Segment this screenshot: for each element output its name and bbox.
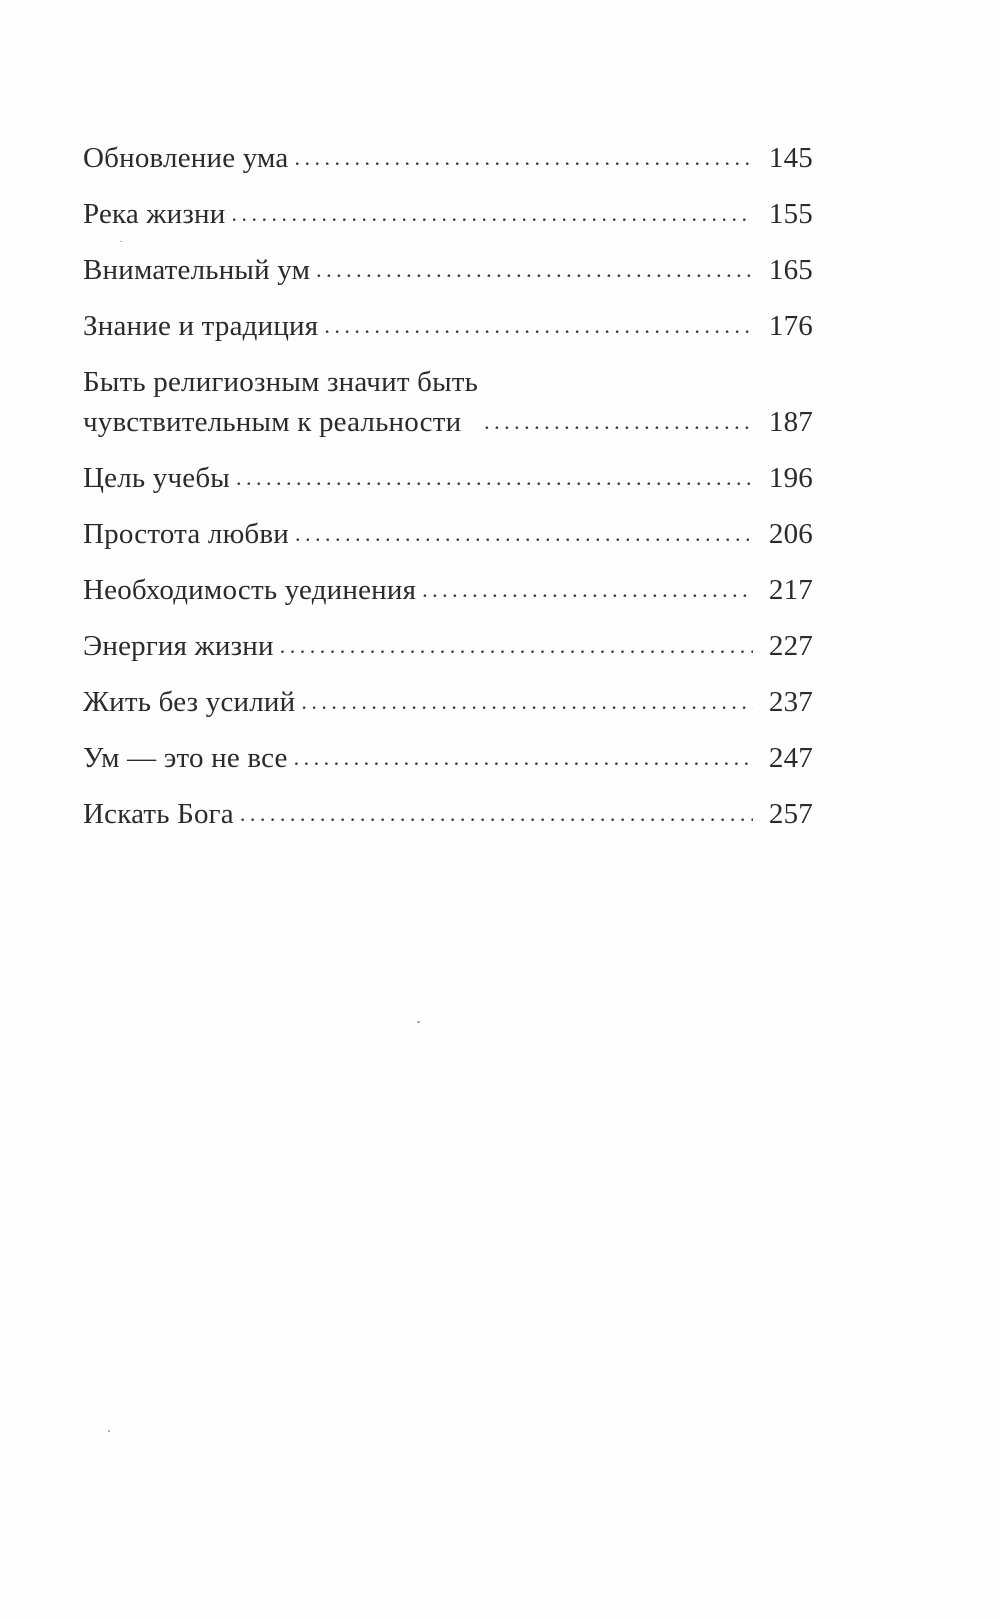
toc-entry-title: Знание и традиция [83,310,319,342]
table-of-contents [83,138,813,850]
toc-entry-title: Обновление ума [83,142,289,174]
toc-entry-page: 187 [768,406,813,438]
toc-entry-title: Энергия жизни [83,630,274,662]
scan-speck [108,1430,110,1432]
dot-leader [422,570,753,610]
dot-leader [295,514,753,554]
dot-leader [484,402,753,442]
toc-entry-title: Внимательный ум [83,254,311,286]
toc-entry [83,250,813,290]
toc-entry [83,738,813,778]
toc-entry-page: 155 [768,198,813,230]
toc-entry [83,138,813,178]
toc-entry [83,306,813,346]
toc-entry-title: Цель учебы [83,462,230,494]
toc-entry-title-line2: чувствительным к реальности [83,406,462,438]
dot-leader [324,306,753,346]
toc-entry-title: Простота любви [83,518,289,550]
toc-entry [83,570,813,610]
dot-leader [301,682,753,722]
toc-entry [83,626,813,666]
dot-leader [316,250,753,290]
toc-entry-page: 145 [768,142,813,174]
toc-entry [83,682,813,722]
toc-entry [83,194,813,234]
toc-entry-page: 196 [768,462,813,494]
dot-leader [280,626,753,666]
toc-entry-page: 247 [768,742,813,774]
scan-speck [120,241,122,242]
toc-entry-title: Река жизни [83,198,226,230]
toc-entry-title: Жить без усилий [83,686,296,718]
dot-leader [294,738,753,778]
toc-entry-page: 227 [768,630,813,662]
toc-entry [83,794,813,834]
toc-entry-title: Искать Бога [83,798,234,830]
toc-entry [83,362,813,442]
toc-entry-title: Необходимость уединения [83,574,417,606]
toc-entry-page: 206 [768,518,813,550]
toc-entry [83,458,813,498]
toc-entry [83,514,813,554]
scan-speck [417,1021,420,1023]
toc-entry-title: Ум — это не все [83,742,288,774]
toc-entry-page: 165 [768,254,813,286]
toc-entry-page: 176 [768,310,813,342]
dot-leader [240,794,753,834]
dot-leader [231,194,753,234]
dot-leader [294,138,753,178]
toc-entry-page: 257 [768,798,813,830]
toc-entry-page: 237 [768,686,813,718]
toc-entry-page: 217 [768,574,813,606]
dot-leader [236,458,753,498]
toc-entry-title-line1: Быть религиозным значит быть [83,366,479,398]
